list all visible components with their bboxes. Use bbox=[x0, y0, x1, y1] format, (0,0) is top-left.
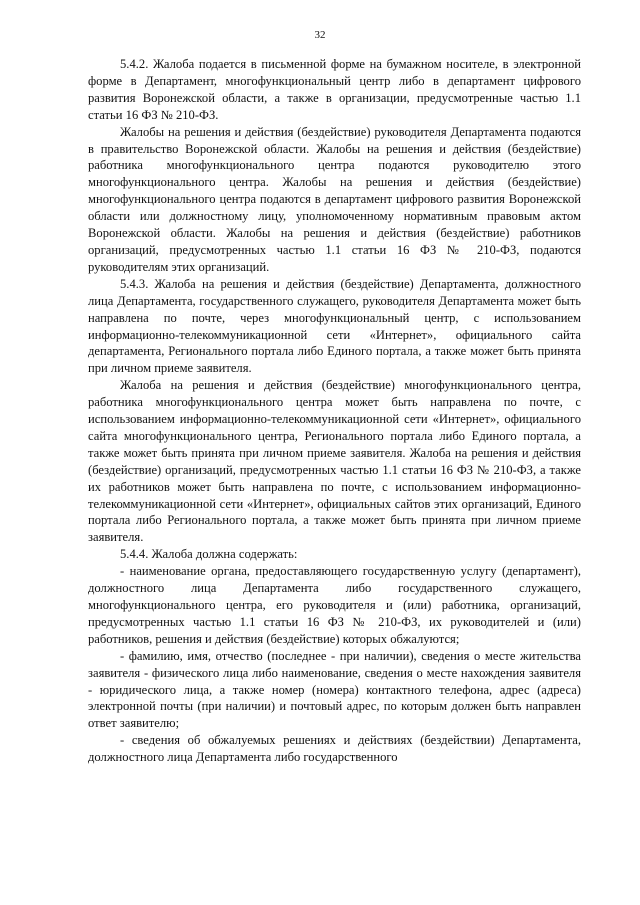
list-item-appealed-decisions: - сведения об обжалуемых решениях и действиях (бездействии) Департамента, должностного лица Департамента либо государственного bbox=[88, 733, 581, 765]
paragraph-complaints-addressees: Жалобы на решения и действия (бездействие) руководителя Департамента подаются в правительство Воронежской области. Жалобы на решения и действия (бездействие) работника многофункционального центра подаются руководителю этого многофункционального центра. Жалобы на решения и действия (бездействие) многофункционального центра подаются в департамент цифрового развития Воронежской области или должностному лицу, уполномоченному нормативным правовым актом Воронежской области. Жалобы на решения и действия (бездействие) работников организаций, предусмотренных частью 1.1 статьи 16 ФЗ № 210-ФЗ, подаются руководителям этих организаций. bbox=[88, 124, 581, 274]
paragraph-5-4-2: 5.4.2. Жалоба подается в письменной форме на бумажном носителе, в электронной форме в Департамент, многофункциональный центр либо в департамент цифрового развития Воронежской области, а также в организации, предусмотренные частью 1.1 статьи 16 ФЗ № 210-ФЗ. bbox=[88, 57, 581, 122]
paragraph-5-4-4: 5.4.4. Жалоба должна содержать: bbox=[120, 547, 298, 562]
paragraph-mfc-complaints: Жалоба на решения и действия (бездействие) многофункционального центра, работника многофункционального центра может быть направлена по почте, с использованием информационно-телекоммуникационной сети «Интернет», официального сайта многофункционального центра, Регионального портала либо Единого портала, а также может быть принята при личном приеме заявителя. Жалоба на решения и действия (бездействие) организаций, предусмотренных частью 1.1 статьи 16 ФЗ № 210-ФЗ, а также их работников может быть направлена по почте, с использованием информационно-телекоммуникационной сети «Интернет», официальных сайтов этих организаций, Единого портала либо Регионального портала, а также может быть принята при личном приеме заявителя. bbox=[88, 378, 581, 545]
page-number: 32 bbox=[314, 29, 326, 41]
list-item-applicant-details: - фамилию, имя, отчество (последнее - при наличии), сведения о месте жительства заявителя - физического лица либо наименование, сведения о месте нахождения заявителя - юридического лица, а также номер (номера) контактного телефона, адрес (адреса) электронной почты (при наличии) и почтовый адрес, по которым должен быть направлен ответ заявителю; bbox=[88, 648, 581, 731]
list-item-body-name: - наименование органа, предоставляющего государственную услугу (департамент), должностного лица Департамента либо государственного служащего, многофункционального центра, его руководителя и (или) работника, организаций, предусмотренных частью 1.1 статьи 16 ФЗ № 210-ФЗ, их руководителей и (или) работников, решения и действия (бездействие) которых обжалуются; bbox=[88, 564, 581, 646]
paragraph-5-4-3: 5.4.3. Жалоба на решения и действия (бездействие) Департамента, должностного лица Департамента, государственного служащего, руководителя Департамента может быть направлена по почте, через многофункциональный центр, с использованием информационно-телекоммуникационной сети «Интернет», официального сайта департамента, Регионального портала либо Единого портала, а также может быть принята при личном приеме заявителя. bbox=[88, 276, 581, 376]
document-body bbox=[88, 56, 581, 766]
